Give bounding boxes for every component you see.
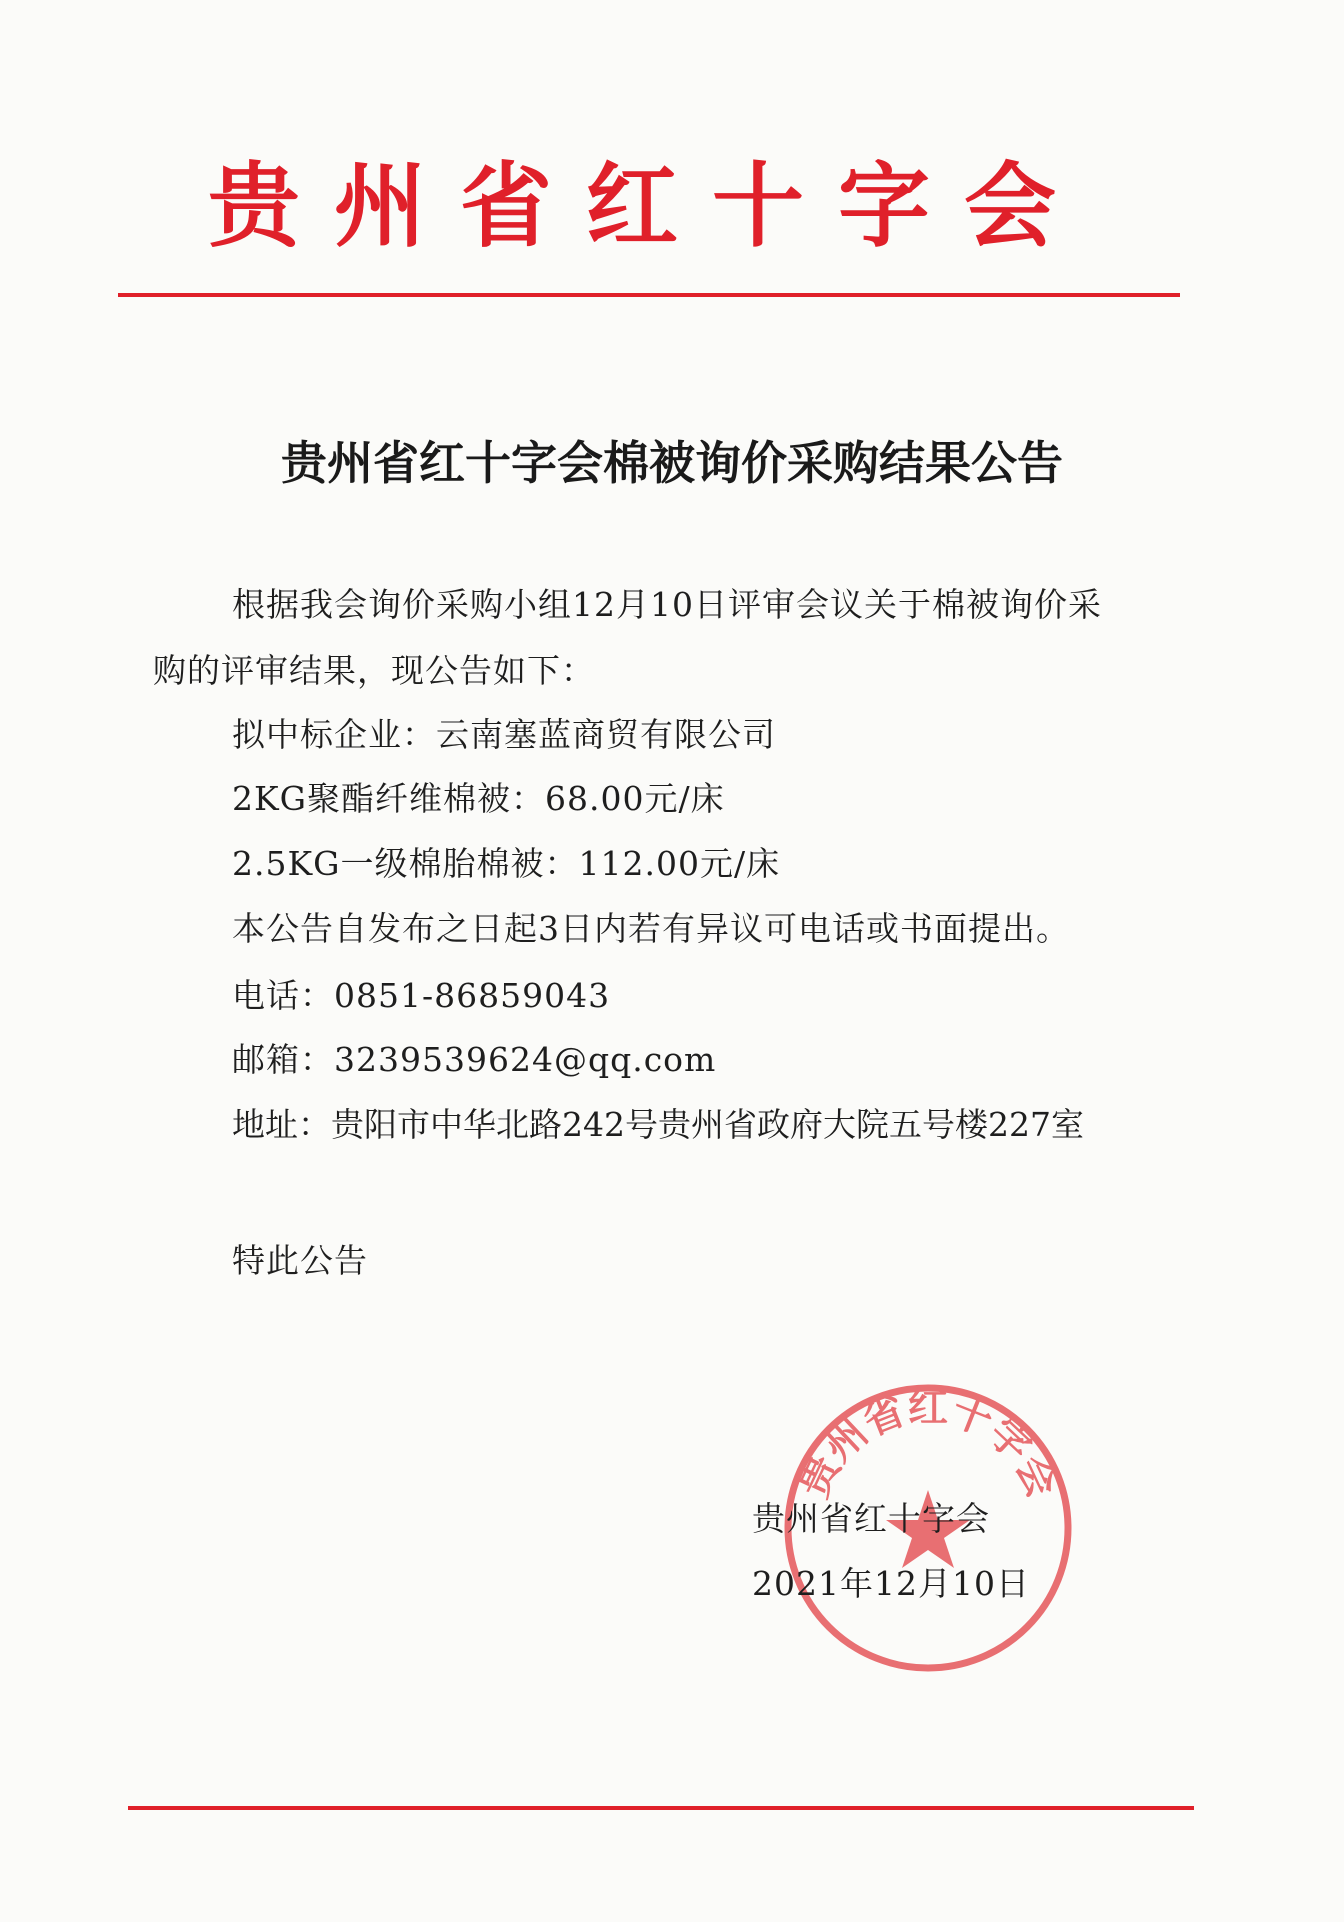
objection-notice: 本公告自发布之日起3日内若有异议可电话或书面提出。 [232, 909, 1070, 948]
intro-paragraph-line-2: 购的评审结果，现公告如下： [153, 651, 595, 690]
contact-phone: 电话：0851-86859043 [232, 976, 611, 1015]
seal-text: 贵州省红十字会 [790, 1384, 1066, 1505]
signature-date: 2021年12月10日 [752, 1564, 1030, 1603]
document-title: 贵州省红十字会棉被询价采购结果公告 [281, 436, 1063, 490]
footer-rule [128, 1806, 1194, 1810]
item-price-2: 2.5KG一级棉胎棉被：112.00元/床 [232, 844, 781, 883]
closing-remark: 特此公告 [232, 1241, 368, 1280]
intro-paragraph-line-1: 根据我会询价采购小组12月10日评审会议关于棉被询价采 [232, 585, 1102, 624]
signature-organization: 贵州省红十字会 [752, 1499, 990, 1538]
item-price-1: 2KG聚酯纤维棉被：68.00元/床 [232, 779, 725, 818]
letterhead-rule [118, 293, 1180, 297]
letterhead-title: 贵州省红十字会 [207, 152, 1090, 260]
winning-bidder: 拟中标企业：云南塞蓝商贸有限公司 [232, 715, 776, 754]
contact-email: 邮箱：3239539624@qq.com [232, 1040, 717, 1079]
contact-address: 地址：贵阳市中华北路242号贵州省政府大院五号楼227室 [232, 1105, 1084, 1144]
